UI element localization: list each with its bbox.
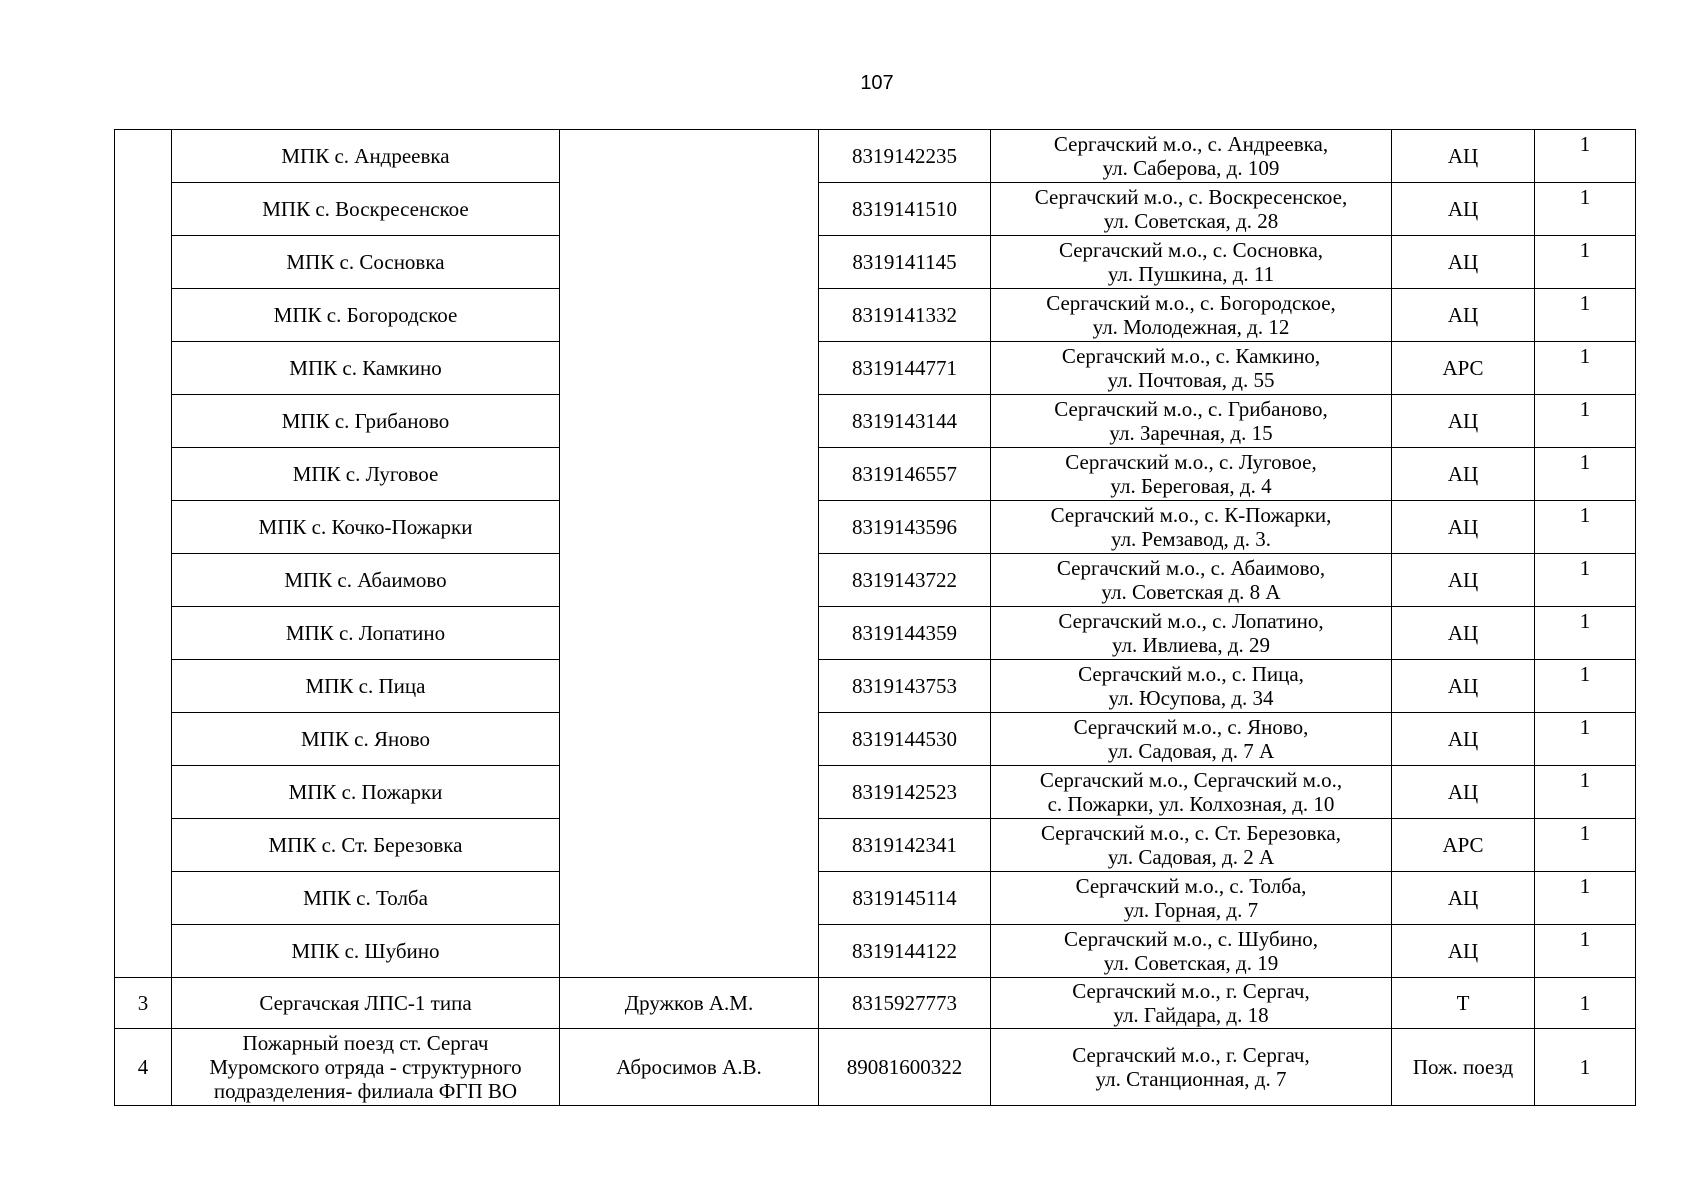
address-line: Сергачский м.о., с. Богородское, <box>1046 291 1336 315</box>
vehicle-type: АЦ <box>1392 236 1535 289</box>
table-row <box>115 130 1636 183</box>
unit-head-empty <box>560 130 819 978</box>
unit-name: МПК с. Камкино <box>172 342 560 395</box>
address-line: Сергачский м.о., с. Камкино, <box>1061 344 1321 368</box>
unit-phone: 8319142235 <box>819 130 991 183</box>
table-row <box>115 501 1636 554</box>
vehicle-count: 1 <box>1535 289 1636 342</box>
vehicle-count: 1 <box>1535 607 1636 660</box>
address-line: Сергачский м.о., с. Лопатино, <box>1058 609 1324 633</box>
address-line: ул. Советская, д. 19 <box>1103 951 1279 975</box>
unit-address <box>991 925 1392 978</box>
address-line: ул. Ивлиева, д. 29 <box>1111 633 1271 657</box>
address-line: ул. Гайдара, д. 18 <box>1113 1003 1269 1027</box>
address-line: с. Пожарки, ул. Колхозная, д. 10 <box>1047 792 1335 816</box>
unit-address <box>991 872 1392 925</box>
unit-head: Дружков А.М. <box>560 978 819 1029</box>
vehicle-type: АРС <box>1392 819 1535 872</box>
address-line: ул. Молодежная, д. 12 <box>1092 315 1290 339</box>
unit-address <box>991 289 1392 342</box>
vehicle-type: АЦ <box>1392 395 1535 448</box>
vehicle-count: 1 <box>1535 872 1636 925</box>
vehicle-type: АЦ <box>1392 130 1535 183</box>
vehicle-count: 1 <box>1535 183 1636 236</box>
unit-phone: 8319144771 <box>819 342 991 395</box>
unit-address <box>991 713 1392 766</box>
table-row <box>115 342 1636 395</box>
address-line: ул. Почтовая, д. 55 <box>1107 368 1275 392</box>
vehicle-type: АЦ <box>1392 660 1535 713</box>
unit-phone: 8319142523 <box>819 766 991 819</box>
unit-name: МПК с. Луговое <box>172 448 560 501</box>
unit-phone: 8319145114 <box>819 872 991 925</box>
vehicle-count: 1 <box>1535 448 1636 501</box>
vehicle-type: АЦ <box>1392 766 1535 819</box>
vehicle-count: 1 <box>1535 342 1636 395</box>
table-row <box>115 925 1636 978</box>
unit-phone: 89081600322 <box>819 1029 991 1106</box>
address-line: Сергачский м.о., с. Пица, <box>1078 662 1304 686</box>
table-row <box>115 713 1636 766</box>
table-row <box>115 554 1636 607</box>
unit-name: МПК с. Грибаново <box>172 395 560 448</box>
vehicle-type: АЦ <box>1392 289 1535 342</box>
unit-head: Абросимов А.В. <box>560 1029 819 1106</box>
unit-name: МПК с. Абаимово <box>172 554 560 607</box>
vehicle-count: 1 <box>1535 713 1636 766</box>
address-line: Сергачский м.о., г. Сергач, <box>1072 979 1310 1003</box>
vehicle-count: 1 <box>1535 554 1636 607</box>
table-row <box>115 607 1636 660</box>
vehicle-count: 1 <box>1535 501 1636 554</box>
unit-address <box>991 342 1392 395</box>
address-line: Сергачский м.о., с. Шубино, <box>1064 927 1318 951</box>
address-line: Сергачский м.о., с. Абаимово, <box>1056 556 1326 580</box>
unit-address <box>991 1029 1392 1106</box>
unit-address <box>991 183 1392 236</box>
table-row-4 <box>115 1029 1636 1106</box>
address-line: ул. Ремзавод, д. 3. <box>1111 527 1271 551</box>
unit-address <box>991 607 1392 660</box>
vehicle-count: 1 <box>1535 660 1636 713</box>
address-line: ул. Саберова, д. 109 <box>1102 156 1280 180</box>
unit-phone: 8315927773 <box>819 978 991 1029</box>
vehicle-type: АЦ <box>1392 448 1535 501</box>
vehicle-type: АЦ <box>1392 872 1535 925</box>
unit-name: МПК с. Шубино <box>172 925 560 978</box>
unit-address <box>991 448 1392 501</box>
address-line: ул. Садовая, д. 2 А <box>1107 845 1275 869</box>
unit-phone: 8319144359 <box>819 607 991 660</box>
unit-address <box>991 766 1392 819</box>
unit-name <box>172 1029 560 1106</box>
address-line: ул. Заречная, д. 15 <box>1109 421 1273 445</box>
table-row <box>115 448 1636 501</box>
table-row <box>115 289 1636 342</box>
table-row <box>115 183 1636 236</box>
unit-address <box>991 501 1392 554</box>
unit-address <box>991 819 1392 872</box>
fire-units-table <box>114 129 1636 1106</box>
vehicle-type: АЦ <box>1392 554 1535 607</box>
vehicle-type: АЦ <box>1392 607 1535 660</box>
unit-address <box>991 660 1392 713</box>
vehicle-count: 1 <box>1535 395 1636 448</box>
unit-name: МПК с. Пица <box>172 660 560 713</box>
address-line: ул. Садовая, д. 7 А <box>1107 739 1275 763</box>
unit-address <box>991 236 1392 289</box>
unit-phone: 8319141145 <box>819 236 991 289</box>
unit-name: МПК с. Сосновка <box>172 236 560 289</box>
address-line: ул. Пушкина, д. 11 <box>1107 262 1275 286</box>
address-line: ул. Горная, д. 7 <box>1123 898 1259 922</box>
address-line: ул. Советская, д. 28 <box>1103 209 1279 233</box>
table-row <box>115 819 1636 872</box>
vehicle-type: Пож. поезд <box>1392 1029 1535 1106</box>
vehicle-type: АРС <box>1392 342 1535 395</box>
table-row <box>115 872 1636 925</box>
vehicle-count: 1 <box>1535 766 1636 819</box>
unit-address <box>991 130 1392 183</box>
unit-phone: 8319144122 <box>819 925 991 978</box>
unit-phone: 8319143596 <box>819 501 991 554</box>
address-line: ул. Юсупова, д. 34 <box>1108 686 1274 710</box>
vehicle-count: 1 <box>1535 819 1636 872</box>
unit-phone: 8319144530 <box>819 713 991 766</box>
unit-phone: 8319143753 <box>819 660 991 713</box>
vehicle-count: 1 <box>1535 1029 1636 1106</box>
unit-address <box>991 978 1392 1029</box>
row-number: 4 <box>115 1029 172 1106</box>
unit-name: МПК с. Кочко-Пожарки <box>172 501 560 554</box>
unit-name: МПК с. Лопатино <box>172 607 560 660</box>
table-row-3 <box>115 978 1636 1029</box>
address-line: Сергачский м.о., с. Воскресенское, <box>1034 185 1348 209</box>
address-line: ул. Береговая, д. 4 <box>1110 474 1272 498</box>
unit-phone: 8319141332 <box>819 289 991 342</box>
address-line: ул. Советская д. 8 А <box>1101 580 1281 604</box>
unit-address <box>991 395 1392 448</box>
vehicle-count: 1 <box>1535 236 1636 289</box>
address-line: Сергачский м.о., с. Грибаново, <box>1054 397 1328 421</box>
vehicle-type: АЦ <box>1392 713 1535 766</box>
table-row <box>115 236 1636 289</box>
row-number: 3 <box>115 978 172 1029</box>
address-line: ул. Станционная, д. 7 <box>1095 1067 1287 1091</box>
address-line: Сергачский м.о., с. К-Пожарки, <box>1050 503 1332 527</box>
unit-phone: 8319141510 <box>819 183 991 236</box>
table-row <box>115 395 1636 448</box>
table-row <box>115 660 1636 713</box>
unit-name: МПК с. Воскресенское <box>172 183 560 236</box>
table-row <box>115 766 1636 819</box>
address-line: Сергачский м.о., с. Андреевка, <box>1053 132 1329 156</box>
unit-name-line: Пожарный поезд ст. Сергач <box>242 1031 489 1055</box>
unit-name-line: Муромского отряда - структурного <box>209 1055 522 1079</box>
address-line: Сергачский м.о., Сергачский м.о., <box>1039 768 1343 792</box>
vehicle-type: АЦ <box>1392 183 1535 236</box>
unit-name: Сергачская ЛПС-1 типа <box>172 978 560 1029</box>
address-line: Сергачский м.о., с. Ст. Березовка, <box>1041 821 1341 845</box>
address-line: Сергачский м.о., г. Сергач, <box>1072 1043 1310 1067</box>
unit-phone: 8319146557 <box>819 448 991 501</box>
address-line: Сергачский м.о., с. Толба, <box>1075 874 1307 898</box>
page-number: 107 <box>860 72 894 94</box>
vehicle-count: 1 <box>1535 925 1636 978</box>
row-number-empty <box>115 130 172 978</box>
vehicle-count: 1 <box>1535 130 1636 183</box>
unit-name: МПК с. Андреевка <box>172 130 560 183</box>
unit-phone: 8319142341 <box>819 819 991 872</box>
unit-name: МПК с. Ст. Березовка <box>172 819 560 872</box>
vehicle-type: АЦ <box>1392 925 1535 978</box>
unit-name-line: подразделения- филиала ФГП ВО <box>213 1079 518 1103</box>
unit-phone: 8319143144 <box>819 395 991 448</box>
address-line: Сергачский м.о., с. Луговое, <box>1065 450 1317 474</box>
unit-name: МПК с. Пожарки <box>172 766 560 819</box>
vehicle-count: 1 <box>1535 978 1636 1029</box>
unit-address <box>991 554 1392 607</box>
vehicle-type: Т <box>1392 978 1535 1029</box>
unit-phone: 8319143722 <box>819 554 991 607</box>
address-line: Сергачский м.о., с. Яново, <box>1073 715 1309 739</box>
address-line: Сергачский м.о., с. Сосновка, <box>1058 238 1324 262</box>
unit-name: МПК с. Толба <box>172 872 560 925</box>
unit-name: МПК с. Яново <box>172 713 560 766</box>
vehicle-type: АЦ <box>1392 501 1535 554</box>
unit-name: МПК с. Богородское <box>172 289 560 342</box>
